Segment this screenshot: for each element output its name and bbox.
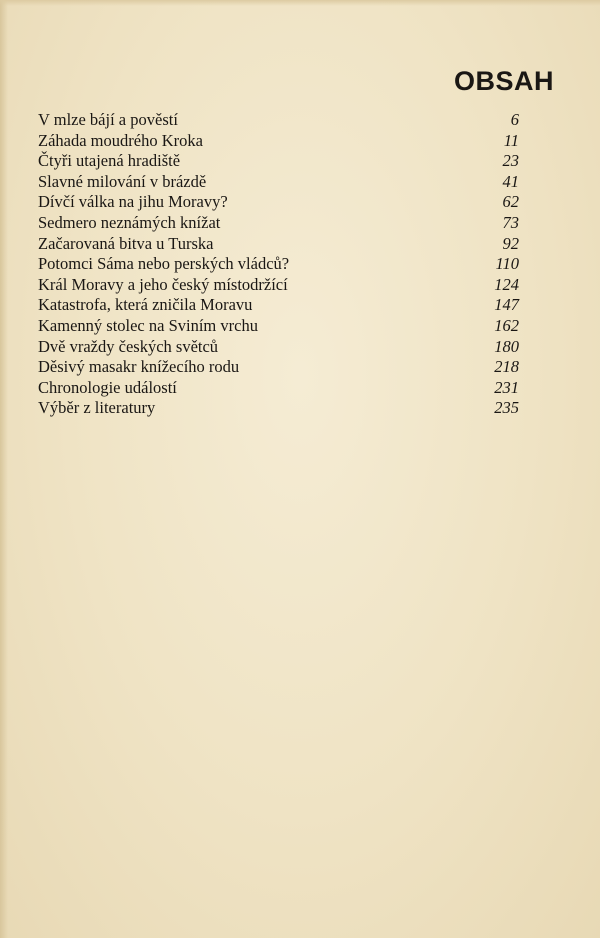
toc-entry — [38, 295, 519, 316]
toc-entry — [38, 357, 519, 378]
toc-entry-title: Čtyři utajená hradiště — [38, 151, 181, 171]
toc-entry-title: Dvě vraždy českých světců — [38, 336, 219, 356]
toc-entry — [38, 234, 519, 255]
toc-entry-page: 73 — [502, 212, 519, 232]
toc-entry — [38, 172, 519, 193]
toc-entry-title: Katastrofa, která zničila Moravu — [38, 295, 253, 315]
contents-heading: OBSAH — [453, 66, 554, 96]
toc-entry-title: Potomci Sáma nebo perských vládců? — [38, 254, 290, 274]
toc-entry-title: Sedmero neznámých knížat — [38, 212, 221, 232]
toc-entry — [38, 398, 519, 419]
toc-entry-title: Kamenný stolec na Sviním vrchu — [38, 315, 258, 335]
toc-entry-title: Záhada moudrého Kroka — [38, 130, 203, 150]
toc-entry-page: 62 — [502, 192, 519, 212]
toc-entry — [38, 275, 519, 296]
toc-entry-page: 231 — [494, 377, 519, 397]
toc-entry — [38, 378, 519, 399]
toc-entry-page: 41 — [502, 171, 519, 191]
toc-entry-title: Výběr z literatury — [38, 398, 156, 418]
toc-entry-title: Slavné milování v brázdě — [38, 171, 207, 191]
toc-entry — [38, 254, 519, 275]
toc-entry — [38, 337, 519, 358]
page-edge-shadow-top — [0, 0, 600, 6]
toc-entry — [38, 131, 519, 152]
toc-entry-page: 6 — [510, 110, 519, 129]
toc-entry — [38, 213, 519, 234]
toc-entry — [38, 110, 519, 131]
toc-entry-title: Chronologie událostí — [38, 377, 177, 397]
toc-entry — [38, 316, 519, 337]
toc-entry — [38, 151, 519, 172]
toc-entry-page: 147 — [494, 295, 519, 315]
page-edge-shadow — [0, 0, 8, 938]
toc-entry-page: 92 — [502, 233, 519, 253]
toc-entry-page: 11 — [503, 130, 519, 150]
toc-entry-page: 124 — [494, 274, 519, 294]
toc-entry-page: 23 — [502, 151, 519, 171]
toc-entry — [38, 192, 519, 213]
table-of-contents — [38, 110, 519, 419]
toc-entry-page: 110 — [495, 254, 519, 274]
toc-entry-title: Děsivý masakr knížecího rodu — [38, 357, 240, 377]
toc-entry-title: V mlze bájí a pověstí — [38, 110, 178, 129]
toc-entry-page: 180 — [494, 336, 519, 356]
toc-entry-page: 162 — [494, 315, 519, 335]
toc-entry-title: Král Moravy a jeho český místodržící — [38, 274, 288, 294]
toc-entry-page: 235 — [494, 398, 519, 418]
toc-entry-title: Začarovaná bitva u Turska — [38, 233, 214, 253]
toc-entry-title: Dívčí válka na jihu Moravy? — [38, 192, 228, 212]
toc-entry-page: 218 — [494, 357, 519, 377]
